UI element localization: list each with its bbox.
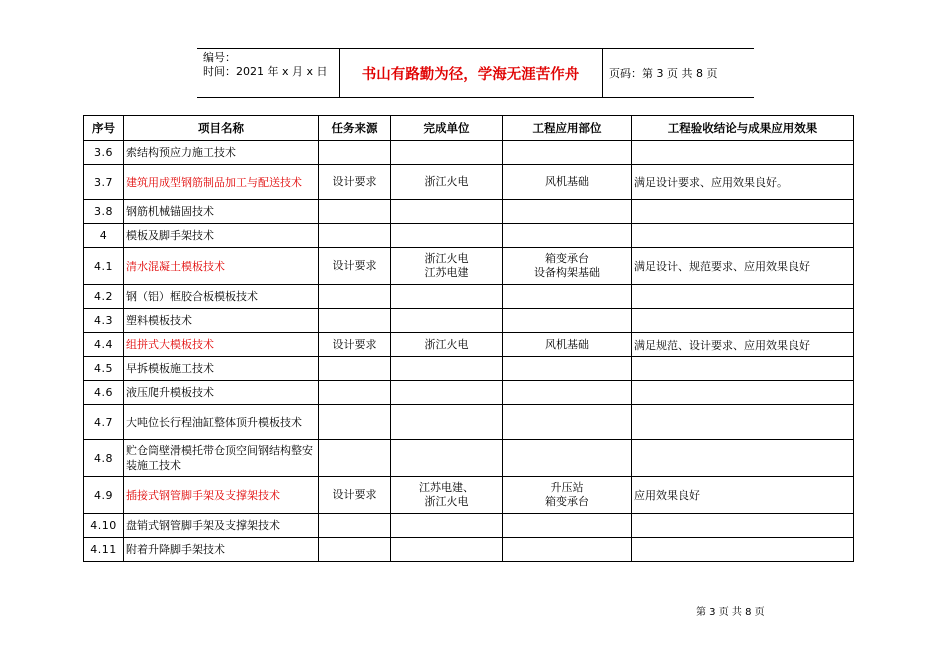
row-number	[84, 141, 124, 165]
row-number	[84, 477, 124, 514]
project-name-text: 模板及脚手架技术	[126, 229, 214, 242]
row-number-text: 3.6	[94, 146, 113, 159]
project-name-text: 建筑用成型钢筋制品加工与配送技术	[126, 175, 302, 189]
table-row	[84, 333, 854, 357]
acceptance-result-text: 应用效果良好	[634, 489, 700, 502]
application-part	[503, 165, 632, 200]
project-name	[124, 514, 319, 538]
task-source	[319, 224, 391, 248]
column-header-result: 工程验收结论与成果应用效果	[632, 116, 854, 141]
task-source-text: 设计要求	[332, 175, 377, 188]
page-footer: 第 3 页 共 8 页	[696, 607, 765, 618]
task-source	[319, 333, 391, 357]
row-number-text: 4.2	[94, 290, 113, 303]
column-header-no: 序号	[84, 116, 124, 141]
table-row	[84, 477, 854, 514]
task-source	[319, 309, 391, 333]
row-number	[84, 224, 124, 248]
project-name	[124, 477, 319, 514]
task-source	[319, 141, 391, 165]
project-name-text: 插接式钢管脚手架及支撑架技术	[126, 488, 280, 502]
application-part	[503, 381, 632, 405]
table-row	[84, 440, 854, 477]
completing-unit	[391, 141, 503, 165]
project-name-text: 大吨位长行程油缸整体顶升模板技术	[126, 415, 302, 429]
task-source	[319, 405, 391, 440]
row-number-text: 4.4	[94, 338, 113, 351]
completing-unit	[391, 248, 503, 285]
row-number	[84, 309, 124, 333]
row-number	[84, 165, 124, 200]
application-part	[503, 440, 632, 477]
table-row	[84, 538, 854, 562]
task-source-text: 设计要求	[332, 259, 377, 272]
completing-unit	[391, 440, 503, 477]
application-part	[503, 333, 632, 357]
acceptance-result	[632, 357, 854, 381]
task-source	[319, 538, 391, 562]
row-number	[84, 440, 124, 477]
application-part-text: 箱变承台	[545, 495, 589, 508]
application-part-text: 设备构架基础	[534, 266, 600, 279]
project-name	[124, 200, 319, 224]
task-source	[319, 477, 391, 514]
acceptance-result-text: 满足设计要求、应用效果良好。	[634, 176, 788, 189]
acceptance-result	[632, 381, 854, 405]
row-number-text: 4.5	[94, 362, 113, 375]
completing-unit	[391, 357, 503, 381]
project-name	[124, 285, 319, 309]
project-name-text: 钢筋机械锚固技术	[126, 205, 214, 218]
completing-unit	[391, 405, 503, 440]
completing-unit-text: 浙江火电	[424, 337, 469, 351]
project-name	[124, 141, 319, 165]
application-part-text: 箱变承台	[545, 252, 589, 265]
acceptance-result	[632, 165, 854, 200]
application-part-text: 升压站	[550, 481, 584, 494]
acceptance-result	[632, 248, 854, 285]
application-part-text: 风机基础	[545, 337, 589, 351]
table-row	[84, 309, 854, 333]
completing-unit	[391, 200, 503, 224]
acceptance-result	[632, 309, 854, 333]
table-row	[84, 381, 854, 405]
row-number	[84, 285, 124, 309]
application-part	[503, 285, 632, 309]
page-header	[197, 48, 754, 98]
table-row	[84, 248, 854, 285]
table-row	[84, 141, 854, 165]
completing-unit-text: 浙江火电	[424, 175, 469, 188]
project-name-text: 塑料模板技术	[126, 314, 192, 327]
task-source	[319, 381, 391, 405]
completing-unit	[391, 285, 503, 309]
project-name-text: 索结构预应力施工技术	[126, 146, 236, 159]
project-name	[124, 357, 319, 381]
completing-unit-text: 浙江火电	[424, 495, 469, 508]
project-name	[124, 538, 319, 562]
row-number	[84, 333, 124, 357]
acceptance-result	[632, 333, 854, 357]
application-part-text: 风机基础	[545, 175, 589, 188]
task-source	[319, 440, 391, 477]
acceptance-result	[632, 285, 854, 309]
completing-unit-text: 江苏电建、	[419, 481, 474, 494]
application-part	[503, 200, 632, 224]
project-name	[124, 405, 319, 440]
row-number	[84, 514, 124, 538]
row-number-text: 4.3	[94, 314, 113, 327]
project-name-text: 组拼式大模板技术	[126, 338, 214, 351]
acceptance-result	[632, 538, 854, 562]
application-part	[503, 248, 632, 285]
project-name-text: 附着升降脚手架技术	[126, 543, 225, 556]
header-motto: 书山有路勤为径，学海无涯苦作舟	[361, 66, 580, 83]
row-number	[84, 357, 124, 381]
project-name	[124, 224, 319, 248]
acceptance-result	[632, 405, 854, 440]
application-part	[503, 538, 632, 562]
completing-unit	[391, 165, 503, 200]
completing-unit	[391, 309, 503, 333]
acceptance-result-text: 满足规范、设计要求、应用效果良好	[634, 338, 810, 352]
task-source	[319, 514, 391, 538]
project-name	[124, 165, 319, 200]
acceptance-result	[632, 224, 854, 248]
acceptance-result	[632, 141, 854, 165]
application-part	[503, 224, 632, 248]
row-number-text: 4.9	[94, 488, 113, 502]
column-header-source: 任务来源	[319, 116, 391, 141]
project-name-text: 钢（铝）框胶合板模板技术	[126, 290, 258, 303]
number-label: 编号：	[203, 51, 236, 64]
project-name-text: 盘销式钢管脚手架及支撑架技术	[126, 519, 280, 532]
acceptance-result	[632, 440, 854, 477]
acceptance-result	[632, 514, 854, 538]
project-name	[124, 381, 319, 405]
project-name	[124, 309, 319, 333]
time-label: 时间：2021 年 x 月 x 日	[203, 65, 328, 78]
header-meta	[203, 51, 328, 79]
task-source	[319, 200, 391, 224]
row-number-text: 4.1	[94, 259, 113, 273]
table-row	[84, 200, 854, 224]
application-part	[503, 477, 632, 514]
table-header-row	[84, 116, 854, 141]
project-name	[124, 440, 319, 477]
project-name	[124, 333, 319, 357]
application-part	[503, 357, 632, 381]
project-name-text: 液压爬升模板技术	[126, 386, 214, 399]
column-header-part: 工程应用部位	[503, 116, 632, 141]
completing-unit	[391, 381, 503, 405]
task-source-text: 设计要求	[332, 337, 377, 351]
table-row	[84, 285, 854, 309]
completing-unit	[391, 514, 503, 538]
table-row	[84, 514, 854, 538]
application-part	[503, 405, 632, 440]
row-number-text: 4.6	[94, 386, 113, 399]
acceptance-result	[632, 200, 854, 224]
completing-unit-text: 江苏电建	[424, 266, 469, 279]
project-name-text: 贮仓筒壁滑模托带仓顶空间钢结构整安装施工技术	[126, 444, 313, 472]
completing-unit	[391, 333, 503, 357]
completing-unit-text: 浙江火电	[424, 252, 469, 265]
project-name	[124, 248, 319, 285]
row-number-text: 4.8	[94, 451, 113, 465]
project-name-text: 早拆模板施工技术	[126, 362, 214, 375]
completing-unit	[391, 224, 503, 248]
header-page-label: 页码：第 3 页 共 8 页	[609, 67, 718, 80]
row-number-text: 3.7	[94, 175, 113, 189]
tech-application-table	[83, 115, 854, 562]
row-number	[84, 405, 124, 440]
row-number	[84, 248, 124, 285]
completing-unit	[391, 477, 503, 514]
project-name-text: 清水混凝土模板技术	[126, 259, 225, 273]
row-number-text: 3.8	[94, 205, 113, 218]
completing-unit	[391, 538, 503, 562]
row-number-text: 4.11	[90, 543, 117, 556]
row-number	[84, 538, 124, 562]
application-part	[503, 309, 632, 333]
row-number-text: 4.7	[94, 415, 113, 429]
task-source	[319, 248, 391, 285]
acceptance-result-text: 满足设计、规范要求、应用效果良好	[634, 260, 810, 273]
acceptance-result	[632, 477, 854, 514]
task-source	[319, 165, 391, 200]
table-row	[84, 224, 854, 248]
table-row	[84, 405, 854, 440]
task-source	[319, 285, 391, 309]
row-number	[84, 381, 124, 405]
application-part	[503, 514, 632, 538]
table-row	[84, 165, 854, 200]
column-header-unit: 完成单位	[391, 116, 503, 141]
table-row	[84, 357, 854, 381]
row-number	[84, 200, 124, 224]
row-number-text: 4.10	[90, 519, 117, 532]
task-source-text: 设计要求	[332, 488, 377, 501]
task-source	[319, 357, 391, 381]
column-header-name: 项目名称	[124, 116, 319, 141]
row-number-text: 4	[99, 229, 108, 242]
header-divider	[602, 49, 603, 97]
application-part	[503, 141, 632, 165]
